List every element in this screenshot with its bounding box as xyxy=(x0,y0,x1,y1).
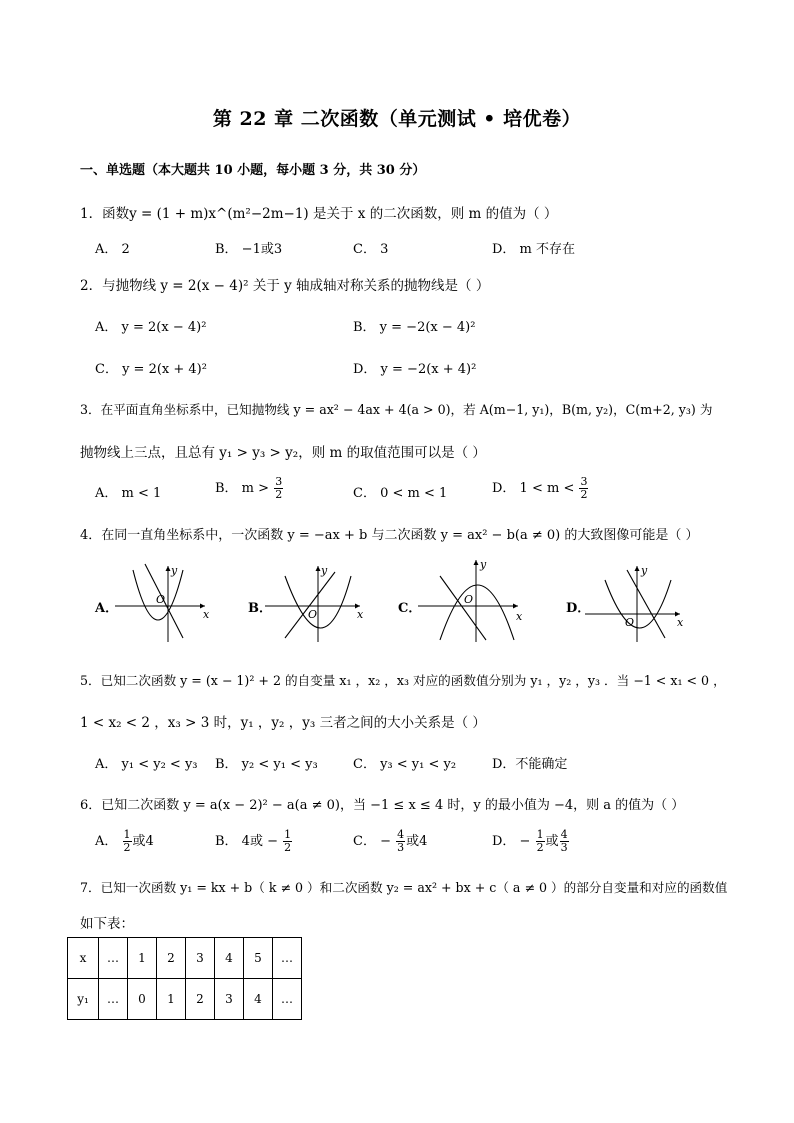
table-row xyxy=(68,979,302,1020)
origin-label: O xyxy=(464,593,474,606)
q2-option-d[interactable]: D． y = −2(x + 4)² xyxy=(353,362,477,377)
question-7-stem-line2: 如下表： xyxy=(80,916,134,932)
q3-option-c[interactable]: C． 0 < m < 1 xyxy=(353,486,448,501)
q6-option-b-prefix: B． 4或 − xyxy=(215,834,278,849)
q6-option-b[interactable] xyxy=(215,829,293,854)
question-2-stem: 2．与抛物线 y = 2(x − 4)² 关于 y 轴成轴对称关系的抛物线是（ ） xyxy=(80,278,490,294)
question-1-stem: 1．函数y = (1 + m)x^(m²−2m−1) 是关于 x 的二次函数，则 m 的值为（ ） xyxy=(80,206,558,222)
q4-option-c-label[interactable]: C． xyxy=(398,601,422,616)
table-cell: 3 xyxy=(186,938,215,979)
y-axis-arrow xyxy=(316,566,321,571)
q6-option-b-fraction xyxy=(283,829,292,854)
q6-option-a-fraction xyxy=(123,829,132,854)
q4-option-b-label[interactable]: B． xyxy=(248,601,272,616)
fraction-denominator: 2 xyxy=(123,841,131,854)
origin-label: O xyxy=(625,616,635,629)
q4-graph-c[interactable] xyxy=(418,556,528,642)
section-heading: 一、单选题（本大题共 10 小题，每小题 3 分，共 30 分） xyxy=(80,163,426,178)
q2-option-c[interactable]: C． y = 2(x + 4)² xyxy=(95,362,207,377)
question-4-stem: 4．在同一直角坐标系中，一次函数 y = −ax + b 与二次函数 y = ax² − b(a ≠ 0) 的大致图像可能是（ ） xyxy=(80,528,699,543)
parabola xyxy=(605,580,671,628)
q3-option-d-text: D． 1 < m < xyxy=(492,481,575,496)
fraction-numerator: 4 xyxy=(397,828,405,841)
x-label: x xyxy=(357,608,364,621)
fraction-denominator: 2 xyxy=(580,488,588,501)
table-cell: 4 xyxy=(244,979,273,1020)
fraction-denominator: 3 xyxy=(560,841,568,854)
fraction-numerator: 1 xyxy=(284,828,292,841)
value-table xyxy=(67,937,302,1020)
question-3-stem-line1: 3．在平面直角坐标系中，已知抛物线 y = ax² − 4ax + 4(a > 0)，若 A(m−1, y₁)，B(m, y₂)，C(m+2, y₃) 为 xyxy=(80,402,713,417)
table-cell: 2 xyxy=(186,979,215,1020)
table-cell: 3 xyxy=(215,979,244,1020)
y-label: y xyxy=(480,558,487,571)
fraction-numerator: 3 xyxy=(275,475,283,488)
table-cell: 4 xyxy=(215,938,244,979)
x-axis-arrow xyxy=(513,604,518,609)
table-cell: … xyxy=(99,979,128,1020)
q6-option-a-suffix: 或4 xyxy=(132,834,154,849)
q6-option-d[interactable] xyxy=(492,829,570,854)
origin-label: O xyxy=(308,608,318,621)
q1-option-b[interactable]: B． −1或3 xyxy=(215,242,283,257)
table-cell: 2 xyxy=(157,938,186,979)
question-3-stem-line2: 抛物线上三点，且总有 y₁ > y₃ > y₂，则 m 的取值范围可以是（ ） xyxy=(80,445,486,461)
origin-label: O xyxy=(156,593,166,606)
q6-option-c-fraction xyxy=(396,829,405,854)
q4-graph-b[interactable] xyxy=(265,560,375,642)
q5-option-d[interactable]: D．不能确定 xyxy=(492,757,568,772)
q6-option-d-fraction-1 xyxy=(536,829,545,854)
q4-option-d-label[interactable]: D． xyxy=(566,601,591,616)
fraction-numerator: 3 xyxy=(580,475,588,488)
q2-option-b[interactable]: B． y = −2(x − 4)² xyxy=(353,320,476,335)
table-cell: … xyxy=(273,979,302,1020)
table-cell: … xyxy=(99,938,128,979)
fraction-numerator: 1 xyxy=(536,828,544,841)
q1-option-c[interactable]: C． 3 xyxy=(353,242,389,257)
parabola xyxy=(440,585,514,640)
q3-option-a[interactable]: A． m < 1 xyxy=(95,486,162,501)
q1-option-a[interactable]: A． 2 xyxy=(95,242,130,257)
table-cell: y₁ xyxy=(68,979,99,1020)
table-cell: 1 xyxy=(157,979,186,1020)
table-cell: … xyxy=(273,938,302,979)
q4-graph-d[interactable] xyxy=(585,560,695,642)
q6-option-a-prefix: A． xyxy=(95,834,118,849)
q6-option-d-mid: 或 xyxy=(545,834,559,849)
q5-option-b[interactable]: B． y₂ < y₁ < y₃ xyxy=(215,757,318,772)
y-axis-arrow xyxy=(474,560,479,565)
q6-option-c-prefix: C． − xyxy=(353,834,391,849)
fraction-numerator: 1 xyxy=(123,828,131,841)
fraction-numerator: 4 xyxy=(560,828,568,841)
y-axis-arrow xyxy=(166,566,171,571)
table-cell: 1 xyxy=(128,938,157,979)
y-label: y xyxy=(171,564,178,577)
question-6-stem: 6．已知二次函数 y = a(x − 2)² − a(a ≠ 0)，当 −1 ≤ x ≤ 4 时，y 的最小值为 −4，则 a 的值为（ ） xyxy=(80,798,685,813)
table-cell: x xyxy=(68,938,99,979)
q6-option-d-fraction-2 xyxy=(560,829,569,854)
q6-option-a[interactable] xyxy=(95,829,154,854)
question-5-stem-line2: 1 < x₂ < 2 ，x₃ > 3 时，y₁ ，y₂ ，y₃ 三者之间的大小关系是（ ） xyxy=(80,715,486,731)
y-label: y xyxy=(321,564,328,577)
q5-option-c[interactable]: C． y₃ < y₁ < y₂ xyxy=(353,757,457,772)
q1-option-d[interactable]: D． m 不存在 xyxy=(492,242,576,257)
x-label: x xyxy=(203,608,210,621)
fraction-denominator: 2 xyxy=(275,488,283,501)
table-row xyxy=(68,938,302,979)
q5-option-a[interactable]: A． y₁ < y₂ < y₃ xyxy=(95,757,198,772)
q4-graph-a[interactable] xyxy=(115,560,225,642)
page-title: 第 22 章 二次函数（单元测试 • 培优卷） xyxy=(212,108,582,130)
q2-option-a[interactable]: A． y = 2(x − 4)² xyxy=(95,320,207,335)
fraction-denominator: 2 xyxy=(284,841,292,854)
q3-option-b-text: B． m > xyxy=(215,481,270,496)
table-cell: 5 xyxy=(244,938,273,979)
fraction-denominator: 2 xyxy=(536,841,544,854)
q4-option-a-label[interactable]: A． xyxy=(95,601,119,616)
q3-option-b[interactable] xyxy=(215,476,284,501)
y-axis-arrow xyxy=(635,566,640,571)
table-cell: 0 xyxy=(128,979,157,1020)
y-label: y xyxy=(641,564,648,577)
q3-option-b-fraction xyxy=(274,476,283,501)
x-label: x xyxy=(516,610,523,623)
x-label: x xyxy=(677,616,684,629)
q6-option-c[interactable] xyxy=(353,829,427,854)
question-5-stem-line1: 5．已知二次函数 y = (x − 1)² + 2 的自变量 x₁ ，x₂ ，x₃ 对应的函数值分别为 y₁ ，y₂ ，y₃ ．当 −1 < x₁ < 0 ， xyxy=(80,673,726,688)
q6-option-d-prefix: D． − xyxy=(492,834,531,849)
fraction-denominator: 3 xyxy=(397,841,405,854)
linear-line xyxy=(285,572,335,638)
q3-option-d-fraction xyxy=(579,476,588,501)
q3-option-d[interactable] xyxy=(492,476,589,501)
question-7-stem-line1: 7．已知一次函数 y₁ = kx + b（ k ≠ 0 ）和二次函数 y₂ = ax² + bx + c（ a ≠ 0 ）的部分自变量和对应的函数值 xyxy=(80,880,728,895)
q6-option-c-suffix: 或4 xyxy=(406,834,428,849)
